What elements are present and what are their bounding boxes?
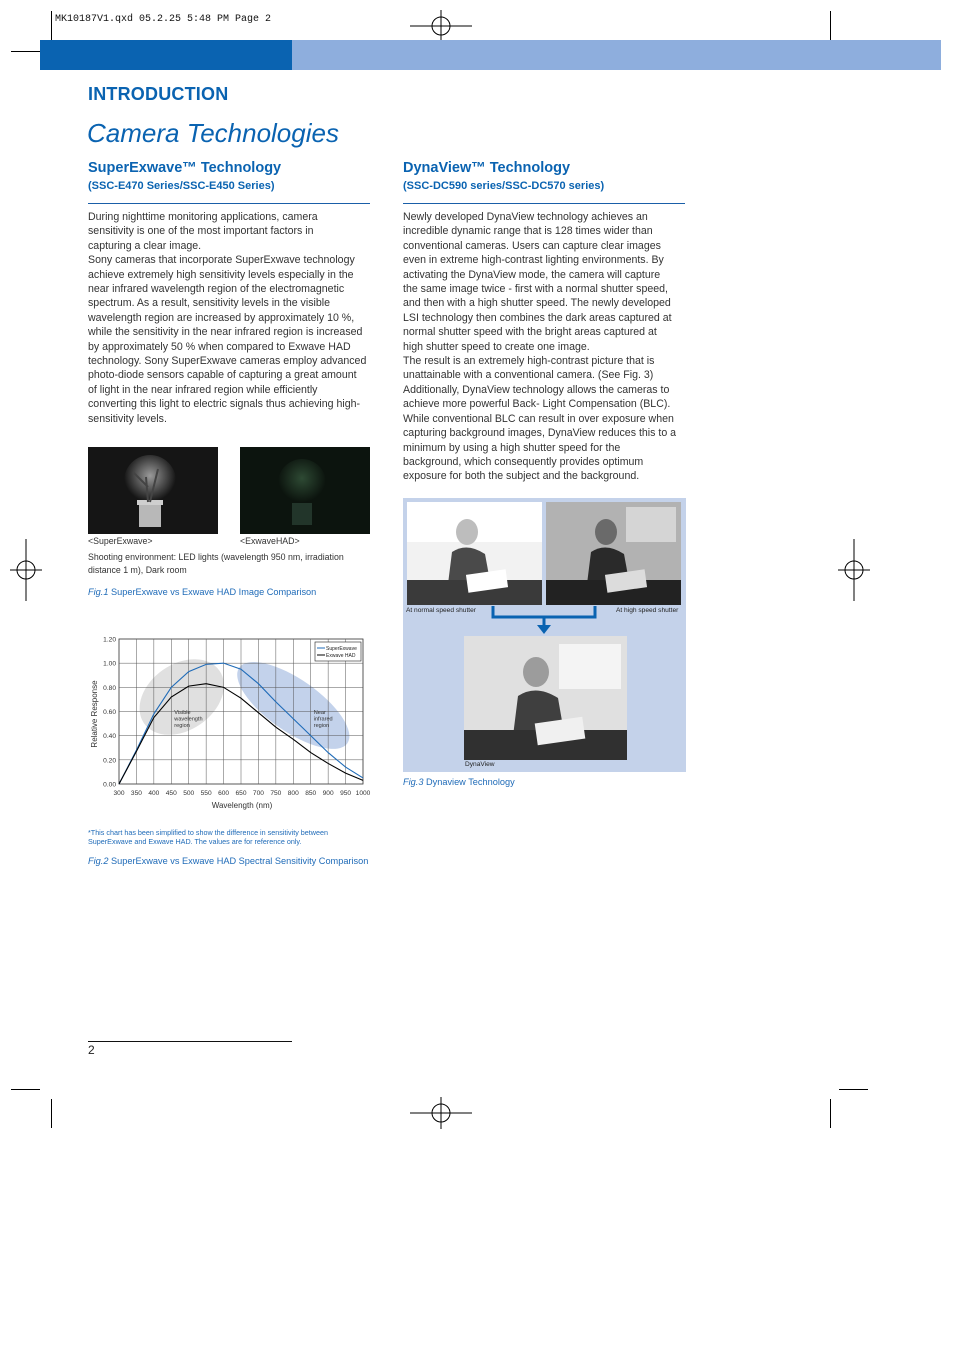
section-label: INTRODUCTION <box>88 84 229 104</box>
x-tick-label: 950 <box>340 790 352 797</box>
registration-mark-right <box>838 539 870 601</box>
spectral-sensitivity-chart <box>84 630 374 815</box>
x-tick-label: 800 <box>287 790 299 797</box>
y-tick-label: 0.40 <box>103 733 116 741</box>
dynaview-body: Newly developed DynaView technology achieves an incredible dynamic range that is 128 times wider than conventional cameras. Users can capture clear images even in extreme high-contrast lighting environments. By activating the DynaView mode, the camera will capture the same image twice - first with a normal shutter speed, and then with a high shutter speed. The newly developed LSI technology then combines the dark areas captured at normal shutter speed with the bright areas captured at high shutter speed to create one image. The result is an extremely high-contrast picture that is unattainable with a conventional camera. (See Fig. 3) Additionally, DynaView technology allows the cameras to achieve more powerful Back- Light Compensation (BLC). While conventional BLC can result in over exposure when capturing background images, DynaView reduces this to a minimum by using a high shutter speed for the background, which consequently provides optimum exposure for both the subject and the background. <box>403 211 677 483</box>
fig3-text: Dynaview Technology <box>423 777 515 787</box>
chart-y-axis-label: Relative Response <box>90 680 99 748</box>
legend-entry: Exwave HAD <box>326 653 356 659</box>
left-divider <box>88 203 370 204</box>
crop-mark <box>11 51 40 52</box>
superexwave-body: During nighttime monitoring applications, camera sensitivity is one of the most important factors in capturing a clear image. Sony cameras that incorporate SuperExwave technology achieve extremely high sensitivity levels especially in the near infrared wavelength region of the electromagnetic spectrum. As a result, sensitivity levels in the visible wavelength region are increased by approximately 10 %, while the sensitivity in the near infrared region is increased by approximately 50 % when compared to Exwave HAD technology. Sony SuperExwave cameras employ advanced photo-diode sensors capable of capturing a great amount of light in the near infrared region while efficiently converting this light to electric signals thus achieving high- sensitivity levels. <box>88 211 367 425</box>
crop-mark <box>51 1099 52 1128</box>
header-band-dark <box>40 40 292 70</box>
office-scene-bright <box>407 502 542 605</box>
crop-mark <box>839 1089 868 1090</box>
fig3-number: Fig.3 <box>403 777 424 787</box>
dynaview-subheading: (SSC-DC590 series/SSC-DC570 series) <box>403 180 605 192</box>
page-number: 2 <box>88 1043 95 1057</box>
annotation-line: wavelength <box>174 716 203 723</box>
x-tick-label: 700 <box>252 790 264 797</box>
merge-arrow-icon <box>491 604 597 636</box>
superexwave-subheading: (SSC-E470 Series/SSC-E450 Series) <box>88 180 275 192</box>
fig3-panel <box>403 498 686 772</box>
y-tick-label: 0.20 <box>103 757 116 765</box>
registration-mark-bottom <box>410 1097 472 1129</box>
normal-shutter-label: At normal speed shutter <box>406 607 477 614</box>
header-band-light <box>292 40 941 70</box>
normal-shutter-photo <box>407 502 542 605</box>
dynaview-heading: DynaView™ Technology <box>403 160 571 176</box>
annotation-line: Visible <box>174 709 191 716</box>
x-tick-label: 650 <box>235 790 247 797</box>
y-tick-label: 0.80 <box>103 684 116 692</box>
superexwave-photo-label: <SuperExwave> <box>88 536 153 546</box>
x-tick-label: 900 <box>322 790 334 797</box>
footer-rule <box>88 1041 292 1042</box>
legend-entry: SuperExwave <box>326 646 357 652</box>
fig1-number: Fig.1 <box>88 587 109 597</box>
x-tick-label: 550 <box>200 790 212 797</box>
x-tick-label: 400 <box>148 790 160 797</box>
x-tick-label: 600 <box>218 790 230 797</box>
fig2-caption <box>88 856 368 866</box>
x-tick-label: 750 <box>270 790 282 797</box>
plant-image <box>88 447 218 534</box>
y-tick-label: 0.60 <box>103 709 116 716</box>
chart-note: *This chart has been simplified to show the difference in sensitivity between SuperExwave and Exwave HAD. The values are for reference only. <box>88 828 328 846</box>
dynaview-label: DynaView <box>465 761 495 768</box>
superexwave-heading: SuperExwave™ Technology <box>88 160 282 176</box>
crop-mark <box>830 11 831 40</box>
print-slug: MK10187V1.qxd 05.2.25 5:48 PM Page 2 <box>55 14 272 25</box>
fig3-caption <box>403 777 515 787</box>
fig2-text: SuperExwave vs Exwave HAD Spectral Sensitivity Comparison <box>108 856 369 866</box>
registration-mark-left <box>10 539 42 601</box>
fig1-caption <box>88 587 316 597</box>
annotation-line: region <box>313 722 330 729</box>
crop-mark <box>11 1089 40 1090</box>
high-shutter-label: At high speed shutter <box>616 607 679 614</box>
superexwave-photo <box>88 447 218 534</box>
x-tick-label: 1000 <box>355 790 371 797</box>
annotation-line: infrared <box>313 716 333 723</box>
y-tick-label: 1.00 <box>103 660 116 668</box>
x-tick-label: 450 <box>165 790 177 797</box>
visible-region-shape <box>125 644 238 751</box>
chart-x-axis-label: Wavelength (nm) <box>211 801 273 810</box>
office-scene-dark <box>546 502 681 605</box>
dynaview-photo <box>464 636 627 760</box>
fig1-text: SuperExwave vs Exwave HAD Image Comparison <box>108 587 317 597</box>
x-tick-label: 300 <box>113 790 125 797</box>
plant-image-green <box>240 447 370 534</box>
exwavehad-photo <box>240 447 370 534</box>
chart-legend <box>315 642 361 661</box>
annotation-line: region <box>174 722 190 729</box>
crop-mark <box>51 11 52 40</box>
registration-mark-top <box>410 10 472 42</box>
y-tick-label: 0.00 <box>103 781 116 789</box>
y-tick-label: 1.20 <box>103 636 116 644</box>
fig2-number: Fig.2 <box>88 856 109 866</box>
right-divider <box>403 203 685 204</box>
x-tick-label: 500 <box>183 790 195 797</box>
shooting-environment: Shooting environment: LED lights (wavelength 950 nm, irradiation distance 1 m), Dark room <box>88 552 344 575</box>
page-title: Camera Technologies <box>87 118 339 148</box>
high-shutter-photo <box>546 502 681 605</box>
exwavehad-photo-label: <ExwaveHAD> <box>240 536 300 546</box>
office-scene-dynaview <box>464 636 627 760</box>
annotation-line: Near <box>313 709 326 716</box>
x-tick-label: 850 <box>305 790 317 797</box>
x-tick-label: 350 <box>130 790 142 797</box>
crop-mark <box>830 1099 831 1128</box>
